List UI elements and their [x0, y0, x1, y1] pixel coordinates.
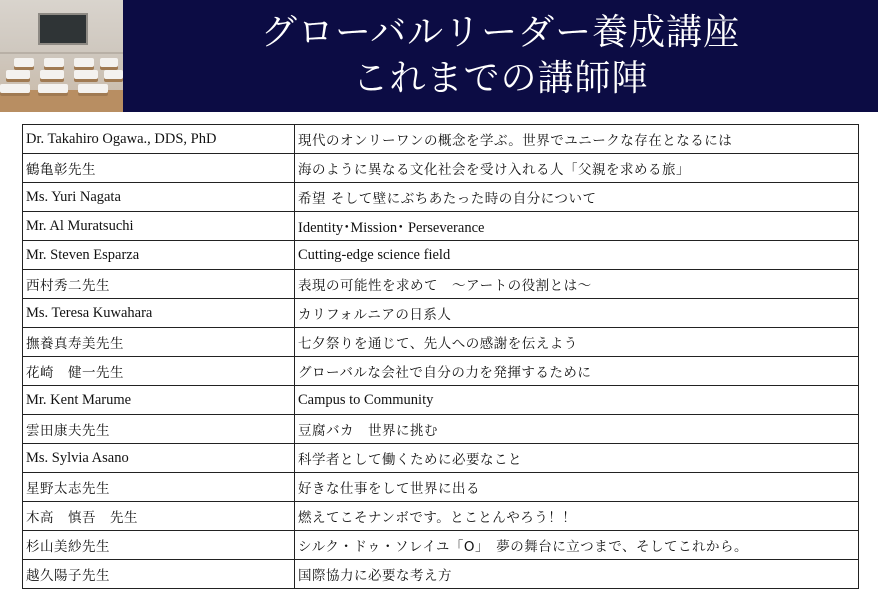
lecture-topic: グローバルな会社で自分の力を発揮するために — [295, 357, 859, 386]
page-title — [123, 0, 878, 112]
lecturer-table — [22, 124, 859, 589]
lecturer-table-container — [22, 124, 858, 589]
photo-desk — [44, 58, 64, 67]
lecturer-name: 木高 慎吾 先生 — [23, 502, 295, 531]
table-row — [23, 386, 859, 415]
lecturer-name: Ms. Yuri Nagata — [23, 183, 295, 212]
photo-desk — [40, 70, 64, 79]
lecturer-name: Dr. Takahiro Ogawa., DDS, PhD — [23, 125, 295, 154]
table-row — [23, 241, 859, 270]
lecture-topic: シルク・ドゥ・ソレイユ「O」 夢の舞台に立つまで、そしてこれから。 — [295, 531, 859, 560]
photo-floor — [0, 90, 123, 112]
table-row — [23, 415, 859, 444]
lecturer-name: 花崎 健一先生 — [23, 357, 295, 386]
lecturer-name: Mr. Al Muratsuchi — [23, 212, 295, 241]
title-line-2: これまでの講師陣 — [352, 58, 649, 99]
lecturer-name: Mr. Kent Marume — [23, 386, 295, 415]
lecturer-name: Ms. Teresa Kuwahara — [23, 299, 295, 328]
table-row — [23, 154, 859, 183]
lecture-topic: 燃えてこそナンボです。とことんやろう！！ — [295, 502, 859, 531]
photo-blackboard — [38, 13, 88, 45]
lecture-topic: Identity･Mission･ Perseverance — [295, 212, 859, 241]
photo-desk — [100, 58, 118, 67]
table-row — [23, 299, 859, 328]
title-line-1: グローバルリーダー養成講座 — [260, 12, 741, 53]
lecture-topic: 国際協力に必要な考え方 — [295, 560, 859, 589]
table-row — [23, 531, 859, 560]
table-row — [23, 270, 859, 299]
photo-desk — [78, 84, 108, 93]
table-row — [23, 125, 859, 154]
header-banner — [0, 0, 878, 112]
table-row — [23, 357, 859, 386]
lecture-topic: 海のように異なる文化社会を受け入れる人「父親を求める旅」 — [295, 154, 859, 183]
photo-desk — [6, 70, 30, 79]
lecturer-name: 鶴亀彰先生 — [23, 154, 295, 183]
lecture-topic: 科学者として働くために必要なこと — [295, 444, 859, 473]
lecture-topic: 表現の可能性を求めて ～アートの役割とは～ — [295, 270, 859, 299]
lecture-topic: 七夕祭りを通じて、先人への感謝を伝えよう — [295, 328, 859, 357]
lecturer-name: 西村秀二先生 — [23, 270, 295, 299]
lecture-topic: 希望 そして壁にぶちあたった時の自分について — [295, 183, 859, 212]
photo-desk — [104, 70, 123, 79]
photo-desk — [38, 84, 68, 93]
lecturer-name: 杉山美紗先生 — [23, 531, 295, 560]
lecturer-table-body — [23, 125, 859, 589]
photo-desk — [74, 58, 94, 67]
lecture-topic: カリフォルニアの日系人 — [295, 299, 859, 328]
table-row — [23, 183, 859, 212]
lecturer-name: 雲田康夫先生 — [23, 415, 295, 444]
lecturer-name: 撫養真寿美先生 — [23, 328, 295, 357]
photo-wall-line — [0, 52, 123, 54]
lecturer-name: Mr. Steven Esparza — [23, 241, 295, 270]
lecture-topic: Campus to Community — [295, 386, 859, 415]
lecture-topic: Cutting-edge science field — [295, 241, 859, 270]
table-row — [23, 502, 859, 531]
photo-desk — [14, 58, 34, 67]
table-row — [23, 473, 859, 502]
lecturer-name: 越久陽子先生 — [23, 560, 295, 589]
table-row — [23, 444, 859, 473]
lecture-topic: 好きな仕事をして世界に出る — [295, 473, 859, 502]
table-row — [23, 212, 859, 241]
table-row — [23, 560, 859, 589]
classroom-photo — [0, 0, 123, 112]
lecture-topic: 豆腐バカ 世界に挑む — [295, 415, 859, 444]
photo-desk — [74, 70, 98, 79]
lecturer-name: Ms. Sylvia Asano — [23, 444, 295, 473]
lecture-topic: 現代のオンリーワンの概念を学ぶ。世界でユニークな存在となるには — [295, 125, 859, 154]
table-row — [23, 328, 859, 357]
lecturer-name: 星野太志先生 — [23, 473, 295, 502]
photo-desk — [0, 84, 30, 93]
